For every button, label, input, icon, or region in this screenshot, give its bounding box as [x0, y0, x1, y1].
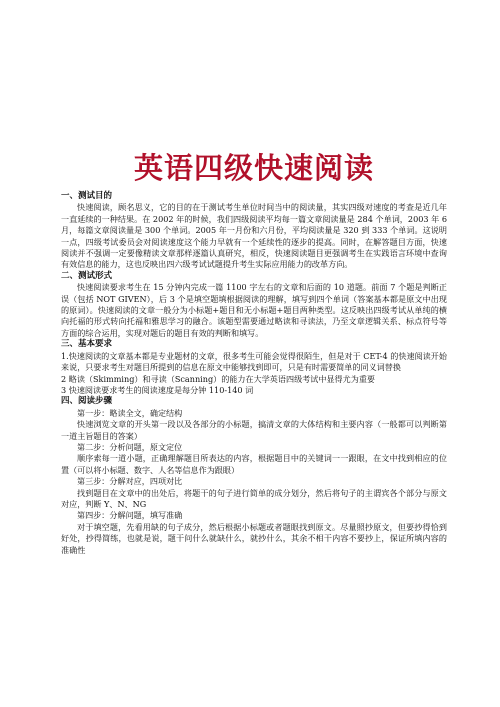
document-title: 英语四级快速阅读 [133, 151, 374, 185]
step-title: 第二步：分析问题，原文定位 [77, 441, 183, 452]
step-title: 第三步：分解对应，四项对比 [77, 476, 183, 487]
step-description: 找到题目在文章中的出处后，将题干的句子进行简单的成分划分，然后将句子的主谓宾各个部分与原文对应，判断 Y、N、NG [61, 487, 447, 509]
section-steps [61, 396, 447, 556]
section-paragraph: 快速阅读，顾名思义，它的目的在于测试考生单位时间当中的阅读量，其实四级对速度的考查是近几年一直延续的一种结果。在 2002 年的时候，我们四级阅读平均每一篇文章阅读量是 284 个单词，2003 年 6 月，每篇文章阅读量是 300 个单词。2005 年一月份和六月份，平均阅读量是 320 到 333 个单词。这说明一点，四级考试委员会对阅读速度这个能力早就有一个延续性的逐步的提高。同时，在解答题目方面，快速阅读并不强调一定要像精读文章那样逐篇认真研究，相反，快速阅读题目更强调考生在实践语言环境中查询有效信息的能力，这也反映出四六级考试试题提升考生实际应用能力的改革方向。 [61, 202, 447, 270]
step-title: 第四步：分解问题，填写准确 [77, 510, 183, 521]
section-heading: 四、阅读步骤 [61, 396, 113, 407]
section-heading: 三、基本要求 [61, 339, 113, 350]
step-description: 对于填空题，先看用缺的句子成分，然后根据小标题或者题眼找到原文。尽量照抄原文，但要抄得恰到好处，抄得简练，也就是说，题干问什么就缺什么，就抄什么，其余不相干内容不要抄上，保证所填内容的准确性 [61, 521, 447, 555]
step-description: 顺序索每一道小题，正确理解题目所表达的内容，根据题目中的关键词一一跟眼，在文中找到相应的位置（可以将小标题、数字、人名等信息作为跟眼） [61, 453, 447, 475]
section-purpose [61, 191, 447, 271]
section-heading: 二、测试形式 [61, 270, 113, 281]
section-paragraph: 快速阅读要求考生在 15 分钟内完成一篇 1100 字左右的文章和后面的 10 道题。前面 7 个题是判断正误（包括 NOT GIVEN），后 3 个是填空题填根据阅读的理解，填写到四个单词（答案基本都是原文中出现的原词）。快速阅读的文章一般分为小标题+题目和无小标题+题目两种类型。这反映出四级考试从单纯的横向托福的形式转向托福和雅思学习的融合。该题型需要通过略读和寻读法，乃至文章逻辑关系、标点符号等方面的综合运用，实现对题后的题目有效的判断和填写。 [61, 282, 447, 338]
section-requirements [61, 339, 447, 396]
step-description: 快速浏览文章的开头第一段以及各部分的小标题，搞清文章的大体结构和主要内容（一般都可以判断第一道主旨题目的答案） [61, 419, 447, 441]
requirement-item: 1.快速阅读的文章基本都是专业题材的文章，很多考生可能会觉得很陌生，但是对于 CET-4 的快速阅读开始来说，只要求考生对题目所提到的信息在原文中能够找到即可，只是有时需要简单的同义词替换 [61, 350, 447, 373]
requirement-item: 3 快速阅读要求考生的阅读速度是每分钟 110-140 词 [61, 384, 254, 395]
requirement-item: 2 略读（Skimming）和寻读（Scanning）的能力在大学英语四级考试中显得尤为重要 [61, 373, 376, 384]
step-title: 第一步：略读全文，确定结构 [77, 407, 183, 418]
section-heading: 一、测试目的 [61, 191, 113, 201]
section-format [61, 271, 447, 339]
